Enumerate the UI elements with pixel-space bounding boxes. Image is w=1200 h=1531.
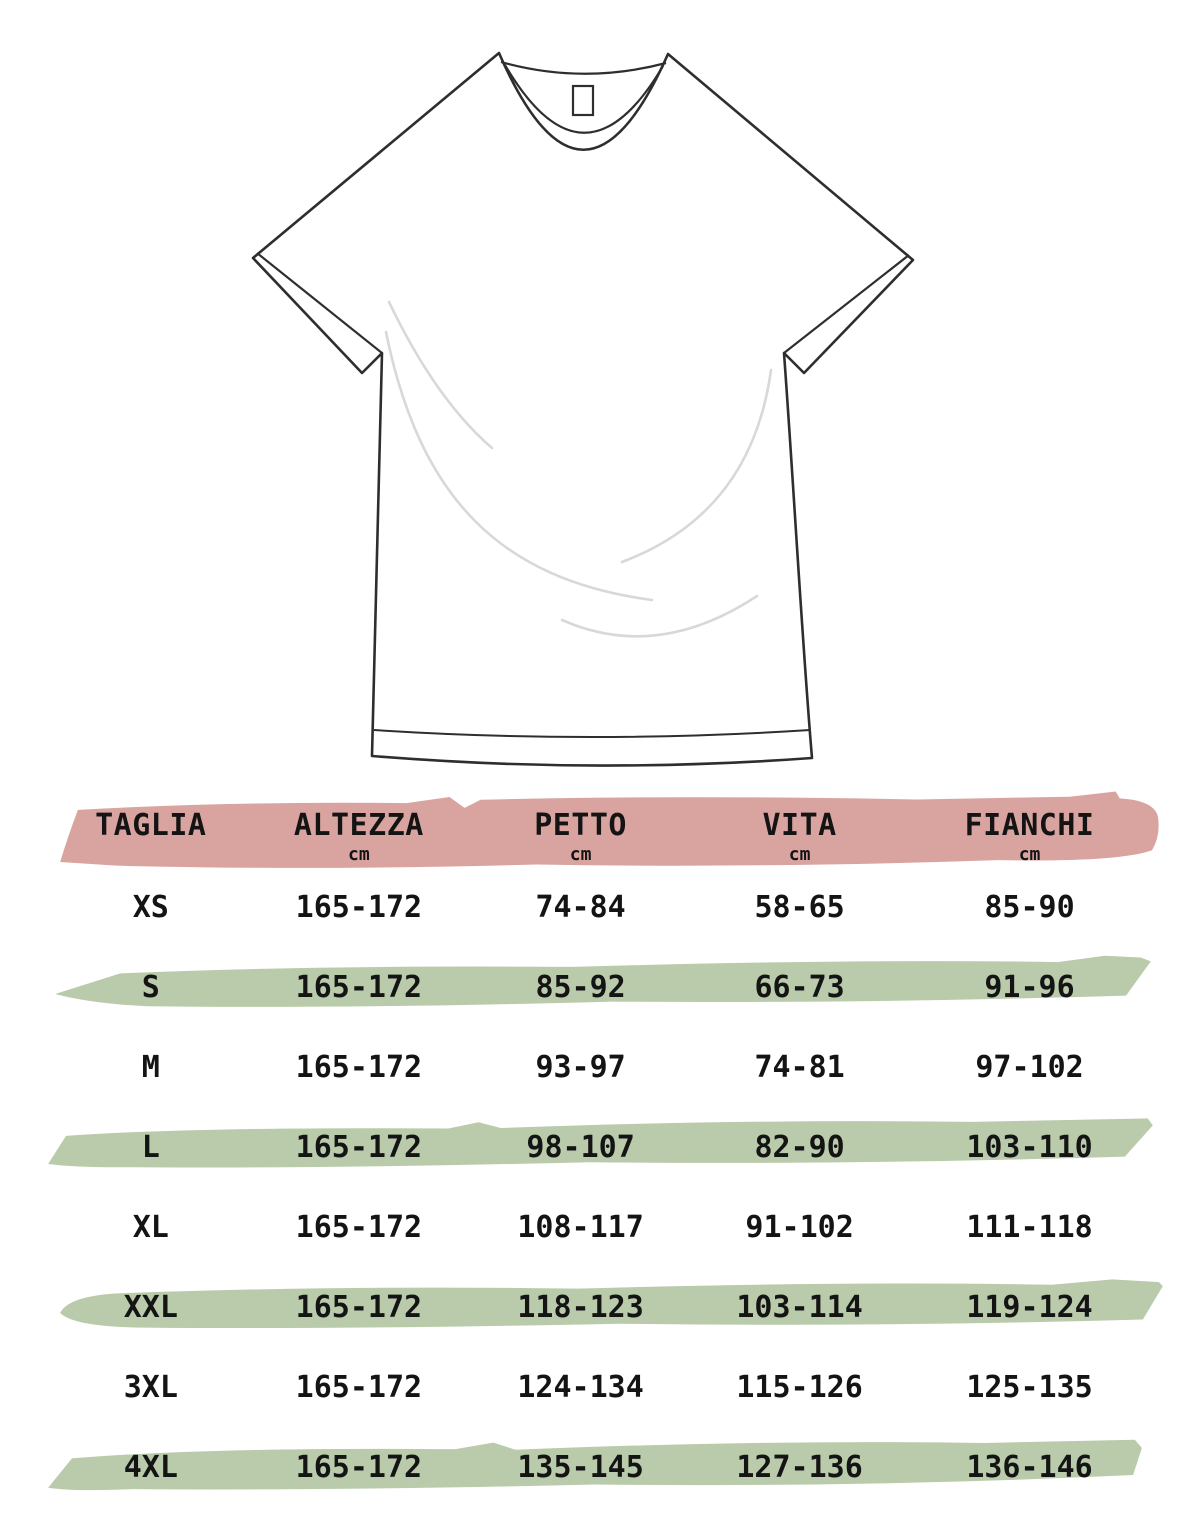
vita-value: 66-73 (754, 970, 845, 1005)
petto-value: 85-92 (535, 970, 626, 1005)
header-unit: cm (788, 844, 811, 865)
table-row-l (55, 1128, 1150, 1168)
petto-value: 118-123 (517, 1290, 644, 1325)
petto-value: 98-107 (526, 1130, 635, 1165)
header-label: PETTO (534, 808, 627, 843)
fianchi-value: 97-102 (975, 1050, 1084, 1085)
header-label: ALTEZZA (293, 808, 424, 843)
size-label: 3XL (123, 1370, 178, 1405)
altezza-value: 165-172 (295, 1290, 423, 1325)
header-unit: cm (1018, 844, 1041, 865)
size-label: L (141, 1130, 160, 1165)
table-row-s (55, 968, 1150, 1008)
header-altezza (247, 806, 471, 872)
vita-value: 115-126 (736, 1370, 863, 1405)
table-row-xxl (55, 1288, 1150, 1328)
header-label: TAGLIA (95, 808, 207, 843)
table-row-xl (55, 1208, 1150, 1248)
vita-value: 58-65 (754, 890, 845, 925)
size-label: XXL (123, 1290, 178, 1325)
table-row-m (55, 1048, 1150, 1088)
header-unit: cm (348, 844, 370, 865)
header-unit: cm (569, 844, 592, 865)
size-label: S (141, 970, 160, 1005)
table-row-xs (55, 888, 1150, 928)
altezza-value: 165-172 (295, 1210, 423, 1245)
vita-value: 127-136 (736, 1450, 863, 1485)
fianchi-value: 103-110 (966, 1130, 1093, 1165)
table-row-3xl (55, 1368, 1150, 1408)
altezza-value: 165-172 (295, 1050, 423, 1085)
petto-value: 135-145 (517, 1450, 644, 1485)
petto-value: 124-134 (517, 1370, 644, 1405)
petto-value: 108-117 (517, 1210, 644, 1245)
vita-value: 74-81 (754, 1050, 845, 1085)
fianchi-value: 91-96 (984, 970, 1075, 1005)
petto-value: 93-97 (535, 1050, 626, 1085)
size-label: 4XL (123, 1450, 178, 1485)
table-row-4xl (55, 1448, 1150, 1488)
tshirt-illustration (240, 40, 930, 770)
table-header-row (55, 806, 1150, 872)
fianchi-value: 119-124 (966, 1290, 1093, 1325)
petto-value: 74-84 (535, 890, 626, 925)
fianchi-value: 136-146 (966, 1450, 1093, 1485)
size-label: M (141, 1050, 160, 1085)
altezza-value: 165-172 (295, 1450, 423, 1485)
vita-value: 91-102 (745, 1210, 854, 1245)
size-label: XS (132, 890, 169, 925)
fianchi-value: 125-135 (966, 1370, 1093, 1405)
header-label: FIANCHI (964, 808, 1095, 843)
altezza-value: 165-172 (295, 1370, 423, 1405)
vita-value: 103-114 (736, 1290, 863, 1325)
header-taglia (55, 806, 247, 872)
fianchi-value: 85-90 (984, 890, 1075, 925)
altezza-value: 165-172 (295, 890, 423, 925)
altezza-value: 165-172 (295, 970, 423, 1005)
vita-value: 82-90 (754, 1130, 845, 1165)
tshirt-neck-tag (573, 86, 593, 115)
tshirt-outline (253, 53, 913, 766)
header-fianchi (909, 806, 1150, 872)
altezza-value: 165-172 (295, 1130, 423, 1165)
header-label: VITA (762, 808, 837, 843)
header-vita (690, 806, 909, 872)
size-label: XL (132, 1210, 169, 1245)
fianchi-value: 111-118 (966, 1210, 1093, 1245)
header-petto (471, 806, 690, 872)
